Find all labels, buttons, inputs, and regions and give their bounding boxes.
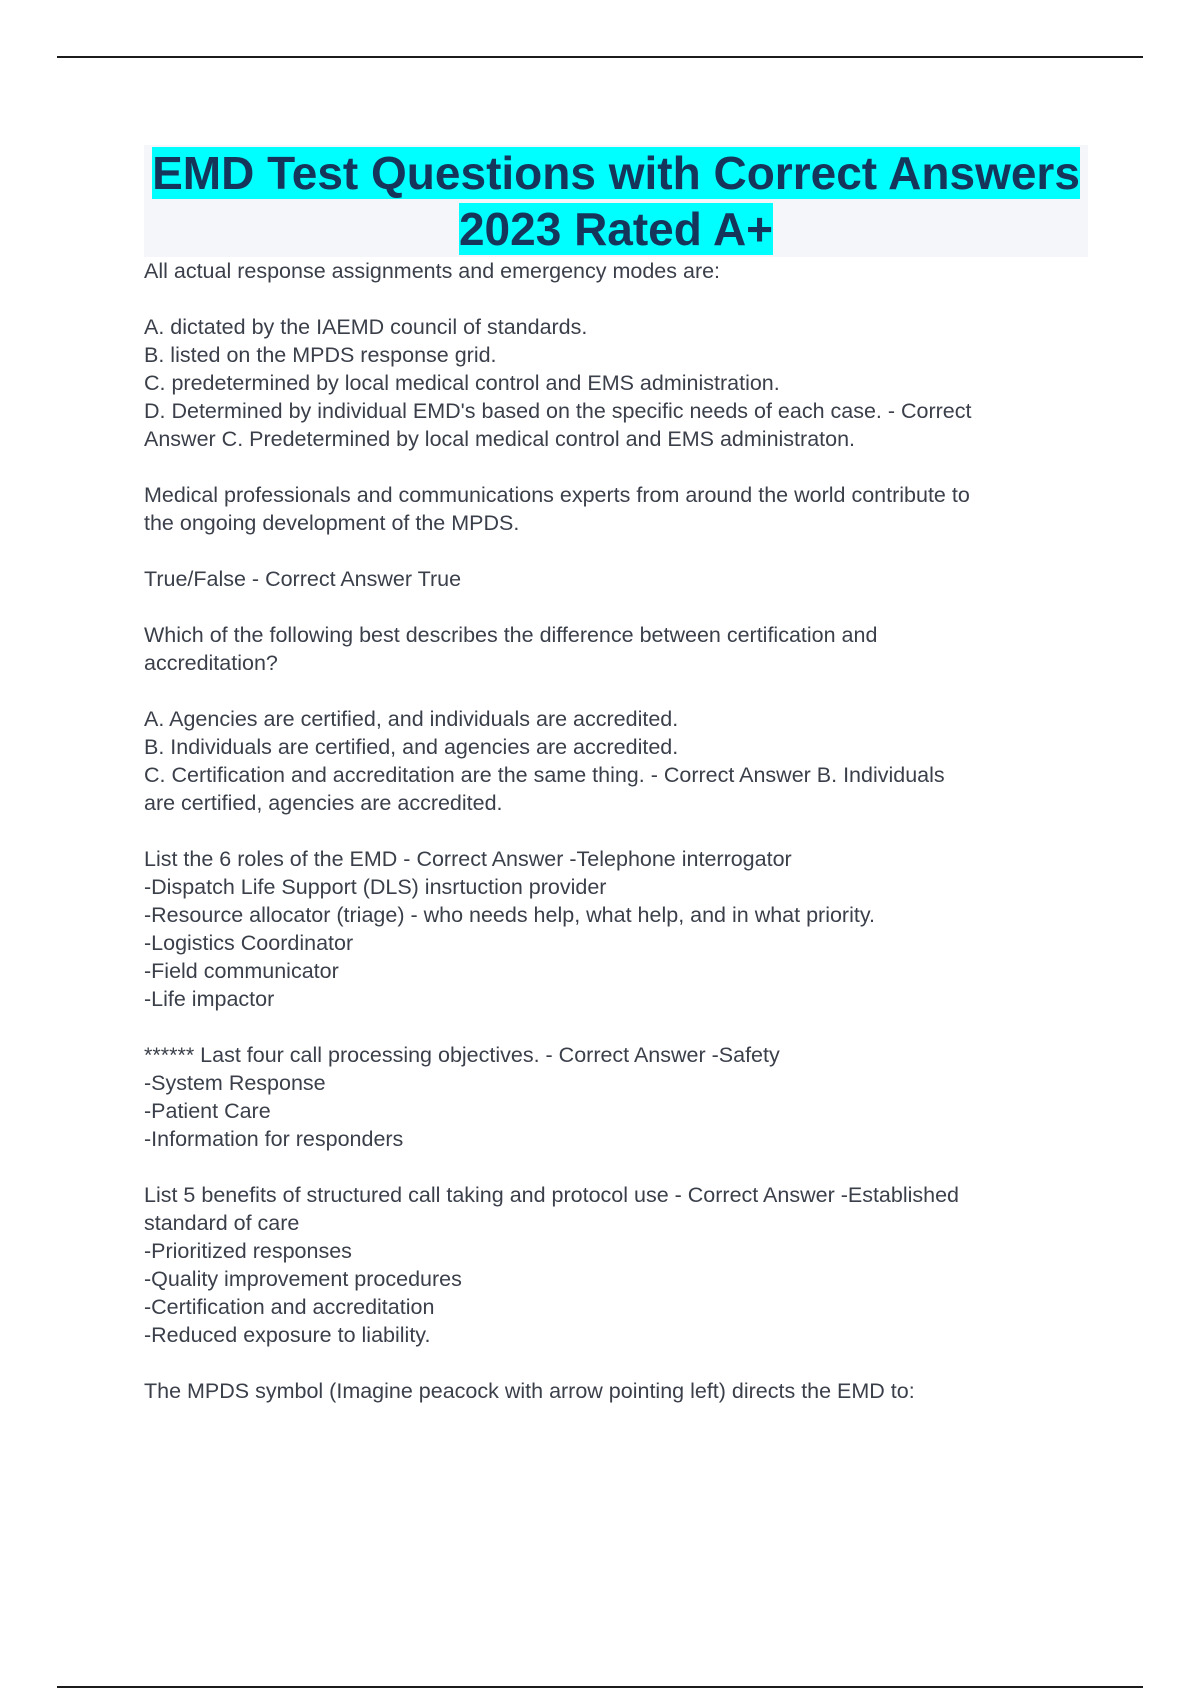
paragraph-gap	[144, 1013, 1088, 1041]
paragraph-gap	[144, 593, 1088, 621]
text-line: A. dictated by the IAEMD council of standards.	[144, 315, 588, 339]
document-body	[144, 145, 1088, 1405]
paragraph-gap	[144, 1349, 1088, 1377]
text-line: C. predetermined by local medical control and EMS administration.	[144, 371, 780, 395]
text-line: Answer C. Predetermined by local medical control and EMS administraton.	[144, 427, 856, 451]
text-line: Medical professionals and communications experts from around the world contribute to	[144, 483, 970, 507]
text-line: Which of the following best describes the difference between certification and	[144, 623, 878, 647]
text-line: -Patient Care	[144, 1099, 271, 1123]
text-line: standard of care	[144, 1211, 300, 1235]
text-block-q2	[144, 481, 1088, 537]
text-line: -Life impactor	[144, 987, 275, 1011]
paragraph-gap	[144, 453, 1088, 481]
bottom-rule	[57, 1686, 1143, 1688]
text-line: are certified, agencies are accredited.	[144, 791, 503, 815]
question-list	[144, 257, 1088, 1405]
text-line: A. Agencies are certified, and individuals are accredited.	[144, 707, 679, 731]
paragraph-gap	[144, 537, 1088, 565]
text-block-q3-options	[144, 705, 1088, 817]
text-line: -Reduced exposure to liability.	[144, 1323, 431, 1347]
text-block-q4	[144, 845, 1088, 1013]
text-block-q1-options	[144, 313, 1088, 453]
text-line: -Information for responders	[144, 1127, 404, 1151]
text-block-q7	[144, 1377, 1088, 1405]
text-block-q3	[144, 621, 1088, 677]
text-line: -Dispatch Life Support (DLS) insrtuction provider	[144, 875, 607, 899]
text-line: -Certification and accreditation	[144, 1295, 435, 1319]
text-line: B. Individuals are certified, and agencies are accredited.	[144, 735, 679, 759]
paragraph-gap	[144, 1153, 1088, 1181]
document-title: EMD Test Questions with Correct Answers 2023 Rated A+	[152, 147, 1080, 255]
text-line: List 5 benefits of structured call taking and protocol use - Correct Answer -Established	[144, 1183, 960, 1207]
text-line: -Prioritized responses	[144, 1239, 352, 1263]
text-line: B. listed on the MPDS response grid.	[144, 343, 497, 367]
text-block-q2-answer	[144, 565, 1088, 593]
text-line: -Resource allocator (triage) - who needs help, what help, and in what priority.	[144, 903, 875, 927]
title-block	[144, 145, 1088, 257]
text-line: All actual response assignments and emergency modes are:	[144, 259, 721, 283]
paragraph-gap	[144, 817, 1088, 845]
text-line: The MPDS symbol (Imagine peacock with arrow pointing left) directs the EMD to:	[144, 1379, 915, 1403]
paragraph-gap	[144, 677, 1088, 705]
text-line: C. Certification and accreditation are the same thing. - Correct Answer B. Individuals	[144, 763, 945, 787]
text-block-q6	[144, 1181, 1088, 1349]
text-line: List the 6 roles of the EMD - Correct Answer -Telephone interrogator	[144, 847, 792, 871]
text-line: accreditation?	[144, 651, 278, 675]
text-line: -System Response	[144, 1071, 326, 1095]
text-line: True/False - Correct Answer True	[144, 567, 462, 591]
top-rule	[57, 56, 1143, 58]
text-line: ****** Last four call processing objectives. - Correct Answer -Safety	[144, 1043, 780, 1067]
text-line: the ongoing development of the MPDS.	[144, 511, 520, 535]
text-block-q1	[144, 257, 1088, 285]
text-line: -Logistics Coordinator	[144, 931, 354, 955]
text-block-q5	[144, 1041, 1088, 1153]
text-line: -Quality improvement procedures	[144, 1267, 462, 1291]
text-line: -Field communicator	[144, 959, 339, 983]
text-line: D. Determined by individual EMD's based on the specific needs of each case. - Correct	[144, 399, 972, 423]
paragraph-gap	[144, 285, 1088, 313]
